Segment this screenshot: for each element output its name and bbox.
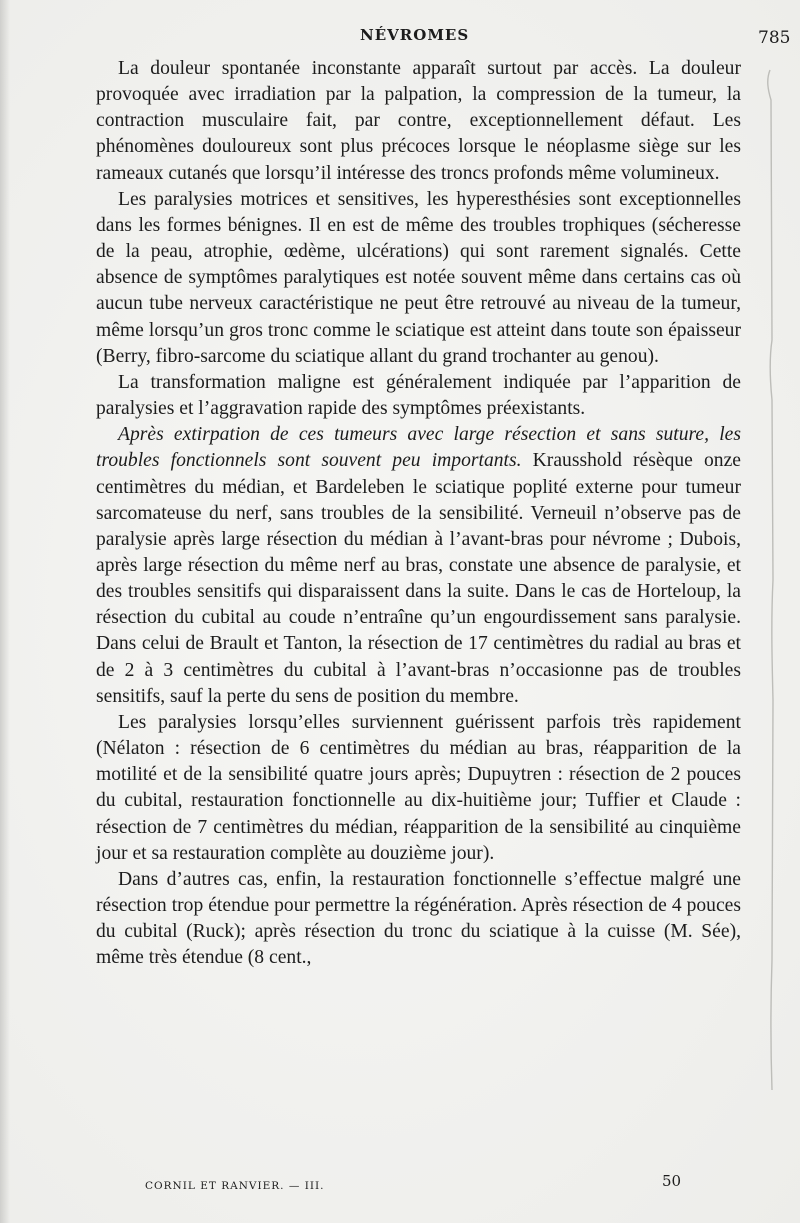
paragraph-5: Les paralysies lorsqu’elles surviennent guérissent parfois très rapidement (Nélaton : résection de 6 centimètres du médian au bras, réapparition de la motilité et de la sensibilité quatre jours après; Dupuytren : résection de 2 pouces du cubital, restauration fonctionnelle au dix-huitième jour; Tuffier et Claude : résection de 7 centimètres du médian, réapparition de la sensibilité au cinquième jour et sa restauration complète au douzième jour). xyxy=(96,711,741,864)
running-title: NÉVROMES xyxy=(360,26,470,44)
paragraph-4-text: Krausshold résèque onze centimètres du médian, et Bardeleben le sciatique poplité externe pour tumeur sarcomateuse du nerf, sans troubles de la sensibilité. Verneuil n’observe pas de paralysie après large résection du médian à l’avant-bras pour névrome ; Dubois, après large résection du même nerf au bras, constate une absence de paralysie, et des troubles sensitifs qui disparaissent dans la suite. Dans le cas de Horteloup, la résection du cubital au coude n’entraîne qu’un engourdissement sans paralysie. Dans celui de Brault et Tanton, la résection de 17 centimètres du radial au bras et de 2 à 3 centimètres du cubital à l’avant-bras n’occasionne pas de troubles sensitifs, sauf la perte du sens de position du membre. xyxy=(96,450,741,707)
paragraph-3: La transformation maligne est généralement indiquée par l’apparition de paralysies et l’aggravation rapide des symptômes préexistants. xyxy=(96,371,741,420)
page-footer xyxy=(0,1170,800,1200)
paragraph-6: Dans d’autres cas, enfin, la restauration fonctionnelle s’effectue malgré une résection trop étendue pour permettre la régénération. Après résection de 4 pouces du cubital (Ruck); après résection du tronc du sciatique à la cuisse (M. Sée), même très étendue (8 cent., xyxy=(96,868,741,969)
paragraph-4 xyxy=(96,422,741,710)
printer-signature: CORNIL ET RANVIER. — III. xyxy=(145,1180,325,1192)
page-header xyxy=(0,22,800,50)
body-text xyxy=(96,56,741,971)
page-number: 785 xyxy=(758,28,791,48)
margin-pencil-line xyxy=(762,60,776,1100)
paragraph-4-italic-lead: Après extirpation de ces tumeurs avec large résection et sans suture, les troubles fonctionnels sont souvent peu importants. xyxy=(96,424,741,472)
sheet-number: 50 xyxy=(662,1172,682,1190)
paragraph-1: La douleur spontanée inconstante apparaît surtout par accès. La douleur provoquée avec irradiation par la palpation, la compression de la tumeur, la contraction musculaire fait, par contre, exceptionnellement défaut. Les phénomènes douloureux sont plus précoces lorsque le néoplasme siège sur les rameaux cutanés que lorsqu’il intéresse des troncs profonds même volumineux. xyxy=(96,58,741,184)
paragraph-2: Les paralysies motrices et sensitives, les hyperesthésies sont exceptionnelles dans les formes bénignes. Il en est de même des troubles trophiques (sécheresse de la peau, atrophie, œdème, ulcérations) qui sont rarement signalés. Cette absence de symptômes paralytiques est notée souvent même dans certains cas où aucun tube nerveux caractéristique ne peut être retrouvé au niveau de la tumeur, même lorsqu’un gros tronc comme le sciatique est atteint dans toute son épaisseur (Berry, fibro-sarcome du sciatique allant du grand trochanter au genou). xyxy=(96,188,741,367)
